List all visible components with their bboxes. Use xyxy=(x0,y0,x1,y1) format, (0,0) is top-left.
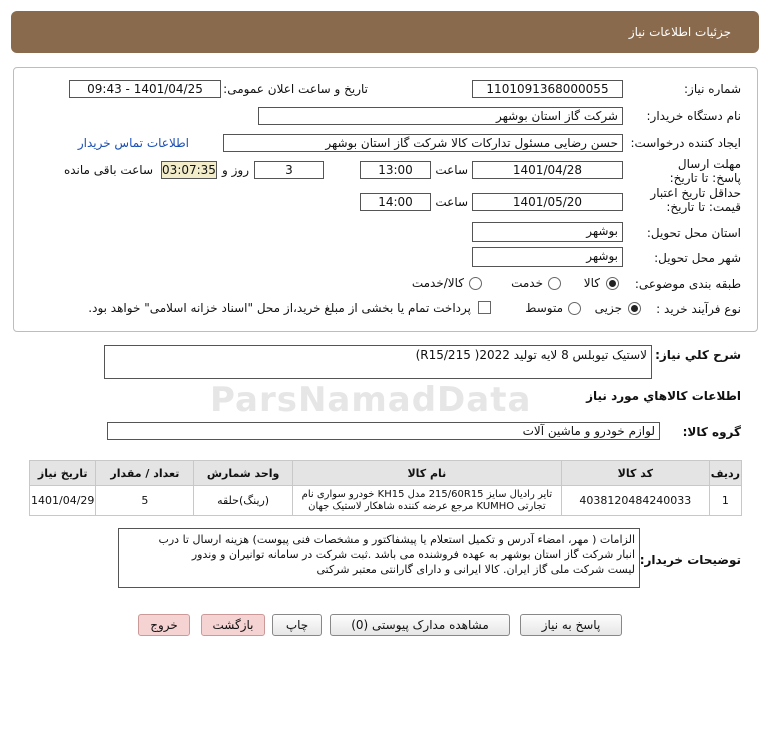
process-minor-label: جزیی xyxy=(594,301,622,315)
notes-line3: لیست شرکت ملی گاز ایران. کالا ایرانی و دارای گارانتی معتبر شرکتی xyxy=(316,563,635,576)
province-label: استان محل تحویل: xyxy=(646,226,741,240)
notes-label: توضیحات خریدار: xyxy=(639,553,741,567)
col-name-header: نام کالا xyxy=(292,461,561,486)
watermark: ParsNamadData xyxy=(210,380,532,420)
col-unit-header: واحد شمارش xyxy=(194,461,293,486)
remaining-time-field: 03:07:35 xyxy=(162,163,216,177)
process-medium-label: متوسط xyxy=(525,301,563,315)
back-button[interactable]: بازگشت xyxy=(201,614,265,636)
city-field: بوشهر xyxy=(472,247,623,267)
category-service-radio[interactable] xyxy=(548,277,561,290)
cell-qty: 5 xyxy=(96,486,194,516)
col-code-header: کد کالا xyxy=(561,461,709,486)
need-number-label: شماره نیاز: xyxy=(684,82,741,96)
validity-label: حداقل تاریخ اعتبار قیمت: تا تاریخ: xyxy=(650,186,741,214)
items-table xyxy=(29,460,742,516)
category-goods-label: کالا xyxy=(583,276,600,290)
process-minor-radio[interactable] xyxy=(628,302,641,315)
contact-info-link[interactable]: اطلاعات تماس خریدار xyxy=(77,136,189,150)
table-header-row xyxy=(30,461,742,486)
category-service-label: خدمت xyxy=(511,276,543,290)
goods-info-title: اطلاعات کالاهاي مورد نياز xyxy=(586,389,741,403)
page-header xyxy=(11,11,759,53)
category-label: طبقه بندی موضوعی: xyxy=(634,277,741,291)
exit-button[interactable]: خروج xyxy=(138,614,190,636)
category-both-label: کالا/خدمت xyxy=(411,276,464,290)
deadline-label: مهلت ارسال پاسخ: تا تاریخ: xyxy=(669,157,741,185)
notes-line2: انبار شرکت گاز استان بوشهر به عهده فروشنده می باشد .ثبت شرکت در سامانه توانیران و وندور xyxy=(191,548,635,561)
cell-name xyxy=(292,486,561,516)
col-date-header: تاریخ نیاز xyxy=(30,461,96,486)
deadline-time-field: 13:00 xyxy=(360,161,431,179)
print-button[interactable]: چاپ xyxy=(272,614,322,636)
need-number-field: 1101091368000055 xyxy=(472,80,623,98)
attachments-button[interactable]: مشاهده مدارک پیوستی (0) xyxy=(330,614,510,636)
goods-group-field: لوازم خودرو و ماشین آلات xyxy=(107,422,660,440)
cell-date: 1401/04/29 xyxy=(30,486,96,516)
reply-button[interactable]: پاسخ به نیاز xyxy=(520,614,622,636)
announce-field: 1401/04/25 - 09:43 xyxy=(69,80,221,98)
goods-group-label: گروه کالا: xyxy=(682,425,741,439)
days-field: 3 xyxy=(254,161,324,179)
creator-field: حسن رضایی مسئول تدارکات کالا شرکت گاز استان بوشهر xyxy=(223,134,623,152)
deadline-time-label: ساعت xyxy=(435,163,468,177)
page-title: جزئیات اطلاعات نیاز xyxy=(628,25,731,39)
deadline-date-field: 1401/04/28 xyxy=(472,161,623,179)
validity-date-field: 1401/05/20 xyxy=(472,193,623,211)
process-label: نوع فرآیند خرید : xyxy=(656,302,741,316)
cell-unit: (رینگ)حلقه xyxy=(194,486,293,516)
description-label: شرح کلي نياز: xyxy=(655,348,741,362)
remaining-label: ساعت باقی مانده xyxy=(63,163,153,177)
cell-name-line1: تایر رادیال سایز 215/60R15 مدل KH15 خودرو سواری نام xyxy=(301,488,553,500)
notes-line1: الزامات ( مهر، امضاء آدرس و تکمیل استعلام یا پیشفاکتور و مشخصات فنی پیوست) هزینه ارسال تا درب xyxy=(158,533,635,546)
creator-label: ایجاد کننده درخواست: xyxy=(630,136,741,150)
treasury-payment-checkbox[interactable] xyxy=(478,301,491,314)
validity-time-field: 14:00 xyxy=(360,193,431,211)
cell-code: 4038120484240033 xyxy=(561,486,709,516)
buyer-field: شرکت گاز استان بوشهر xyxy=(258,107,623,125)
announce-label: تاریخ و ساعت اعلان عمومی: xyxy=(223,82,368,96)
days-label: روز و xyxy=(222,163,249,177)
validity-time-label: ساعت xyxy=(435,195,468,209)
cell-row: 1 xyxy=(709,486,741,516)
process-medium-radio[interactable] xyxy=(568,302,581,315)
buyer-label: نام دستگاه خریدار: xyxy=(646,109,741,123)
col-row-header: ردیف xyxy=(709,461,741,486)
category-both-radio[interactable] xyxy=(469,277,482,290)
city-label: شهر محل تحویل: xyxy=(654,251,741,265)
table-row xyxy=(30,486,742,516)
province-field: بوشهر xyxy=(472,222,623,242)
description-field: لاستیک تیوبلس 8 لایه تولید 2022( R15/215) xyxy=(104,345,652,379)
col-qty-header: تعداد / مقدار xyxy=(96,461,194,486)
notes-field xyxy=(118,528,640,588)
treasury-payment-text: پرداخت تمام یا بخشی از مبلغ خرید،از محل "اسناد خزانه اسلامی" خواهد بود. xyxy=(88,301,471,315)
cell-name-line2: تجارتی KUMHO مرجع عرضه کننده شاهکار لاستیک جهان xyxy=(308,500,546,512)
category-goods-radio[interactable] xyxy=(606,277,619,290)
